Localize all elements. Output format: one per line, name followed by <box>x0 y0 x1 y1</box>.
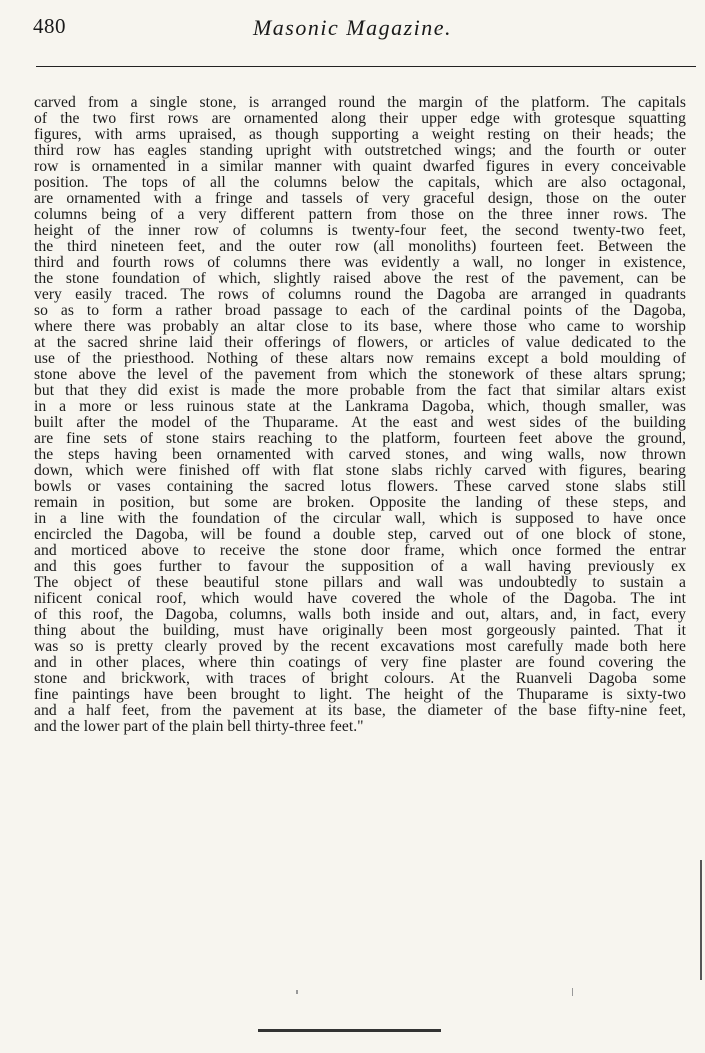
text-line: built after the model of the Thuparame. At the east and west sides of the building <box>34 414 686 431</box>
header-rule <box>36 66 696 67</box>
text-line: The object of these beautiful stone pillars and wall was undoubtedly to sustain a <box>34 574 686 591</box>
text-line: in a more or less ruinous state at the Lankrama Dagoba, which, though smaller, was <box>34 398 686 415</box>
text-line: and a half feet, from the pavement at its base, the diameter of the base fifty-nine feet, <box>34 702 686 719</box>
text-line: height of the inner row of columns is twenty-four feet, the second twenty-two feet, <box>34 222 686 239</box>
text-line: and this goes further to favour the supposition of a wall having previously ex <box>34 558 686 575</box>
text-line: stone above the level of the pavement from which the stonework of these altars sprung; <box>34 366 686 383</box>
text-line: third and fourth rows of columns there was evidently a wall, no longer in existence, <box>34 254 686 271</box>
text-line: and in other places, where thin coatings of very fine plaster are found covering the <box>34 654 686 671</box>
text-line: figures, with arms upraised, as though supporting a weight resting on their heads; the <box>34 126 686 143</box>
text-line: fine paintings have been brought to light. The height of the Thuparame is sixty-two <box>34 686 686 703</box>
page-number: 480 <box>33 14 66 38</box>
running-title: Masonic Magazine. <box>252 15 453 40</box>
text-line: encircled the Dagoba, will be found a double step, carved out of one block of stone, <box>34 526 686 543</box>
article-body <box>34 95 686 735</box>
text-line: and morticed above to receive the stone door frame, which once formed the entrar <box>34 542 686 559</box>
text-line: are ornamented with a fringe and tassels of very graceful design, those on the outer <box>34 190 686 207</box>
text-line: use of the priesthood. Nothing of these altars now remains except a bold moulding of <box>34 350 686 367</box>
page-edge-mark <box>700 860 702 980</box>
text-line: position. The tops of all the columns below the capitals, which are also octagonal, <box>34 174 686 191</box>
text-line: the third nineteen feet, and the outer row (all monoliths) fourteen feet. Between the <box>34 238 686 255</box>
text-line: third row has eagles standing upright with outstretched wings; and the fourth or outer <box>34 142 686 159</box>
text-line: row is ornamented in a similar manner with quaint dwarfed figures in every conceivable <box>34 158 686 175</box>
text-line: and the lower part of the plain bell thirty-three feet." <box>34 718 364 735</box>
text-line: down, which were finished off with flat stone slabs richly carved with figures, bearing <box>34 462 686 479</box>
text-line: very easily traced. The rows of columns round the Dagoba are arranged in quadrants <box>34 286 686 303</box>
text-line: was so is pretty clearly proved by the recent excavations most carefully made both here <box>34 638 686 655</box>
page-blemish <box>296 990 298 994</box>
text-line: stone and brickwork, with traces of bright colours. At the Ruanveli Dagoba some <box>34 670 686 687</box>
text-line: remain in position, but some are broken. Opposite the landing of these steps, and <box>34 494 686 511</box>
text-line: but that they did exist is made the more probable from the fact that similar altars exist <box>34 382 686 399</box>
text-line: are fine sets of stone stairs reaching to the platform, fourteen feet above the ground, <box>34 430 686 447</box>
text-line: bowls or vases containing the sacred lotus flowers. These carved stone slabs still <box>34 478 686 495</box>
page-blemish <box>572 988 573 996</box>
text-line: carved from a single stone, is arranged round the margin of the platform. The capitals <box>34 94 686 111</box>
text-line: of the two first rows are ornamented along their upper edge with grotesque squatting <box>34 110 686 127</box>
text-line: thing about the building, must have originally been most gorgeously painted. That it <box>34 622 686 639</box>
text-line: the stone foundation of which, slightly raised above the rest of the pavement, can be <box>34 270 686 287</box>
text-line: where there was probably an altar close to its base, where those who came to worship <box>34 318 686 335</box>
text-line: so as to form a rather broad passage to each of the cardinal points of the Dagoba, <box>34 302 686 319</box>
text-line: at the sacred shrine laid their offerings of flowers, or articles of value dedicated to the <box>34 334 686 351</box>
text-line: nificent conical roof, which would have covered the whole of the Dagoba. The int <box>34 590 686 607</box>
footer-rule <box>258 1029 441 1032</box>
text-line: of this roof, the Dagoba, columns, walls both inside and out, altars, and, in fact, every <box>34 606 686 623</box>
text-line: the steps having been ornamented with carved stones, and wing walls, now thrown <box>34 446 686 463</box>
text-line: columns being of a very different pattern from those on the three inner rows. The <box>34 206 686 223</box>
text-line: in a line with the foundation of the circular wall, which is supposed to have once <box>34 510 686 527</box>
